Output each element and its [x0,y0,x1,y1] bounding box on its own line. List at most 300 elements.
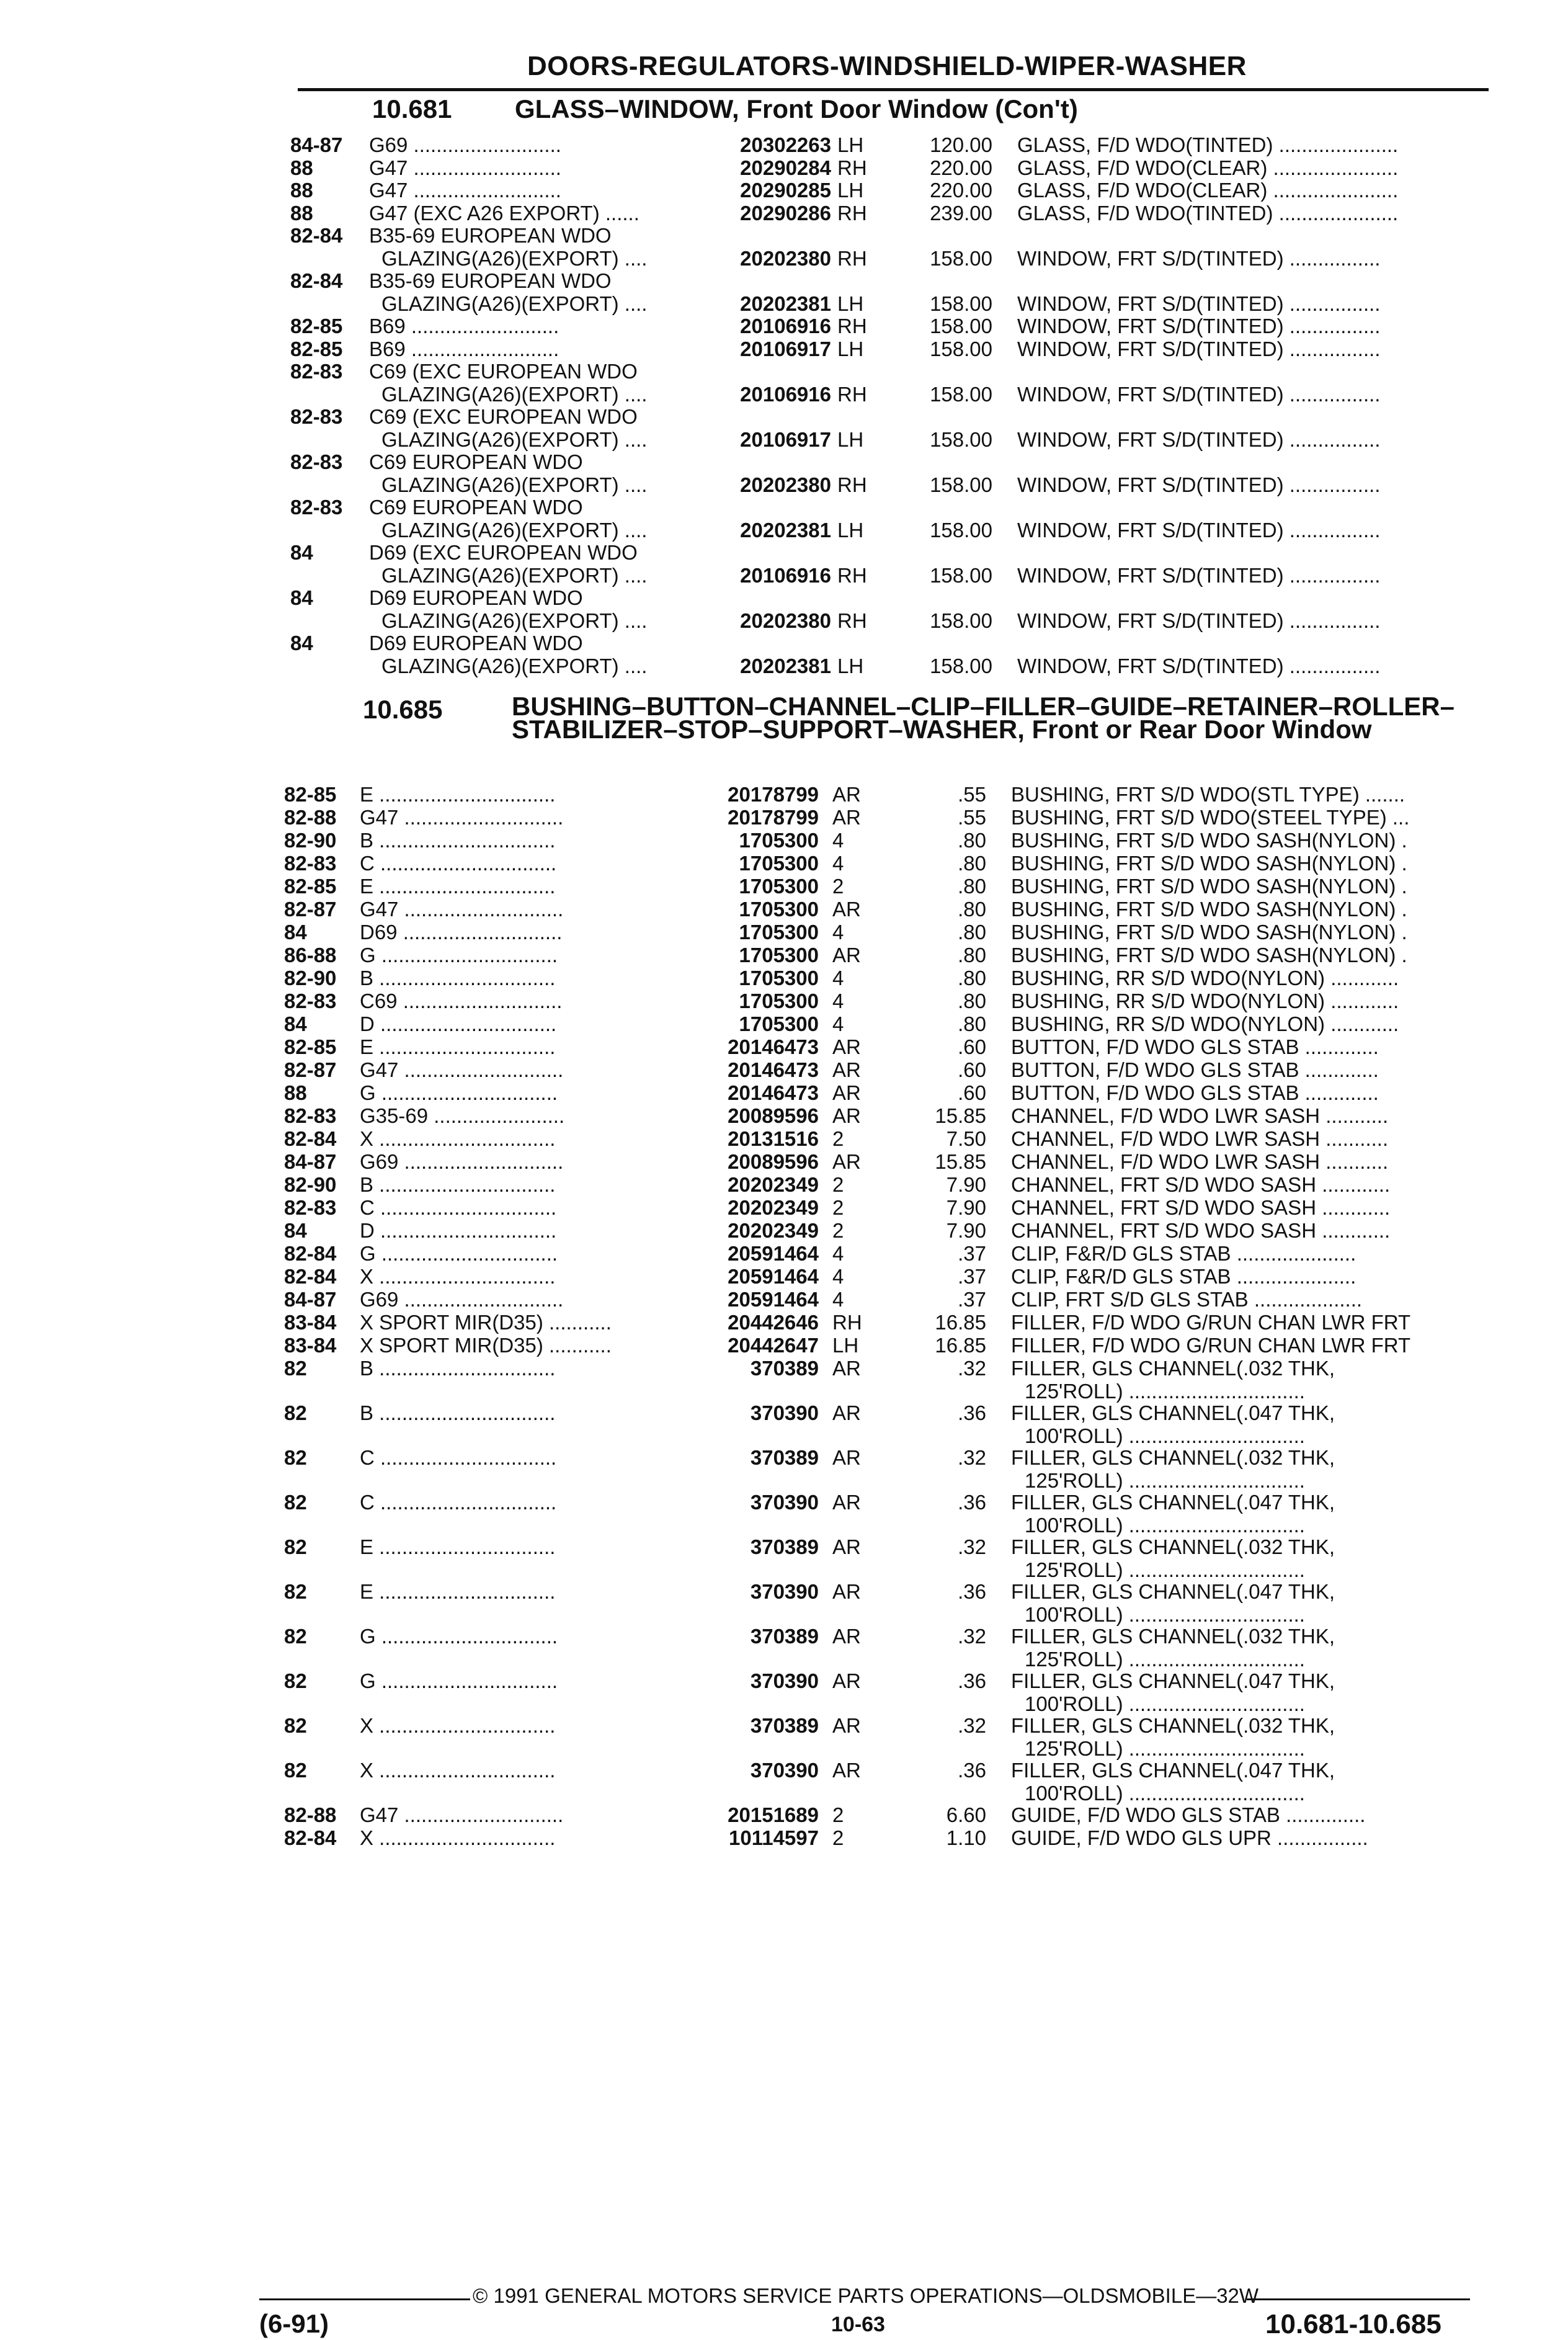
footer-date: (6-91) [259,2309,329,2338]
price: 158.00 [930,382,992,406]
description: CHANNEL, F/D WDO LWR SASH ........... [1011,1128,1389,1150]
part-number: 20106916 [740,382,831,406]
table-row [0,451,1568,473]
price: .32 [958,1714,986,1737]
body-style: GLAZING(A26)(EXPORT) .... [381,473,648,496]
table-row [0,565,1568,587]
section-10681-heading [372,94,1078,124]
body-style: B69 .......................... [369,337,559,360]
part-number: 370390 [750,1580,819,1603]
model-years: 82-84 [284,1265,337,1288]
part-number: 370389 [750,1714,819,1737]
description-continuation: 125'ROLL) ............................... [1025,1648,1305,1671]
body-style: B ............................... [360,1174,556,1196]
description: FILLER, GLS CHANNEL(.032 THK, [1011,1357,1335,1380]
section-number: 10.681 [372,94,452,123]
price: 6.60 [946,1803,986,1826]
price: 158.00 [930,473,992,496]
description: FILLER, GLS CHANNEL(.032 THK, [1011,1625,1335,1648]
quantity: 4 [832,967,844,989]
quantity: 2 [832,1826,844,1849]
quantity: AR [832,1035,861,1058]
part-number: 370389 [750,1535,819,1558]
header-title: DOORS-REGULATORS-WINDSHIELD-WIPER-WASHER [527,51,1247,81]
quantity: 2 [832,1196,844,1219]
model-years: 82-84 [284,1127,337,1150]
body-style: G47 .......................... [369,156,561,179]
quantity: LH [837,292,864,315]
table-row [0,1334,1568,1357]
body-style: X ............................... [360,1266,556,1288]
description: CHANNEL, FRT S/D WDO SASH ............ [1011,1220,1391,1242]
description-continuation: 100'ROLL) ............................... [1025,1782,1305,1805]
price: .36 [958,1580,986,1603]
section-title: BUSHING–BUTTON–CHANNEL–CLIP–FILLER–GUIDE–RETAINER–ROLLER–STABILIZER–STOP–SUPPORT–WASHER, Front or Rear Door Window [512,692,1454,744]
body-style: G ............................... [360,1670,558,1692]
model-years: 82 [284,1625,307,1648]
body-style: G69 .......................... [369,134,561,156]
price: .80 [958,967,986,989]
model-years: 84 [284,1012,307,1035]
description: CLIP, FRT S/D GLS STAB ................... [1011,1288,1363,1311]
model-years: 82 [284,1669,307,1692]
body-style: G47 .......................... [369,179,561,202]
description: BUSHING, FRT S/D WDO(STL TYPE) ....... [1011,784,1405,806]
quantity: LH [837,654,864,677]
price: 158.00 [930,427,992,451]
description: BUSHING, FRT S/D WDO SASH(NYLON) . [1011,898,1407,921]
table-row [0,1447,1568,1469]
price: .36 [958,1669,986,1692]
section-title: GLASS–WINDOW, Front Door Window (Con't) [515,94,1078,123]
description: BUTTON, F/D WDO GLS STAB ............. [1011,1036,1379,1058]
price: 158.00 [930,654,992,677]
table-row [0,875,1568,898]
part-number: 20302263 [740,133,831,156]
price: .60 [958,1035,986,1058]
price: 220.00 [930,179,992,202]
description: BUSHING, RR S/D WDO(NYLON) ............ [1011,990,1399,1012]
table-row [0,429,1568,451]
model-years: 82-85 [290,315,343,337]
model-years: 82 [284,1580,307,1603]
page-header [298,37,1489,91]
body-style: G69 ............................ [360,1151,564,1173]
quantity: LH [837,518,864,542]
table-row [0,474,1568,496]
model-years: 82-83 [290,450,343,473]
table-row [0,225,1568,247]
table-row [0,542,1568,564]
table-row [0,1357,1568,1380]
table-row [0,1536,1568,1558]
body-style: B ............................... [360,1402,556,1424]
table-row [0,1288,1568,1311]
table-row [0,784,1568,806]
quantity: AR [832,1401,861,1424]
quantity: 4 [832,852,844,875]
description: FILLER, GLS CHANNEL(.047 THK, [1011,1491,1335,1514]
price: .32 [958,1357,986,1380]
quantity: AR [832,1669,861,1692]
description: CHANNEL, F/D WDO LWR SASH ........... [1011,1105,1389,1127]
description-continuation: 125'ROLL) ............................... [1025,1470,1305,1492]
part-number: 1705300 [739,898,819,921]
part-number: 20591464 [728,1265,819,1288]
body-style: C ............................... [360,1491,557,1514]
description: CHANNEL, F/D WDO LWR SASH ........... [1011,1151,1389,1173]
part-number: 20202381 [740,654,831,677]
part-number: 20591464 [728,1288,819,1311]
table-row [0,179,1568,202]
body-style: X ............................... [360,1827,556,1849]
part-number: 20202349 [728,1173,819,1196]
part-number: 20202349 [728,1196,819,1219]
model-years: 82-83 [284,1196,337,1219]
footer-rule-right [1247,2298,1470,2300]
price: 16.85 [935,1334,986,1357]
description: FILLER, F/D WDO G/RUN CHAN LWR FRT [1011,1334,1411,1357]
part-number: 20131516 [728,1127,819,1150]
table-row [0,383,1568,406]
body-style: C ............................... [360,852,557,875]
part-number: 20290286 [740,201,831,225]
quantity: AR [832,1150,861,1173]
model-years: 84 [284,1219,307,1242]
price: .36 [958,1401,986,1424]
model-years: 82-83 [290,405,343,428]
description: BUSHING, RR S/D WDO(NYLON) ............ [1011,1013,1399,1035]
quantity: RH [837,473,867,496]
body-style: E ............................... [360,784,556,806]
part-number: 20290284 [740,156,831,179]
body-style: G ............................... [360,1082,558,1104]
table-row [0,1105,1568,1127]
model-years: 82-83 [284,852,337,875]
model-years: 84-87 [284,1288,337,1311]
body-style: GLAZING(A26)(EXPORT) .... [381,428,648,451]
quantity: RH [837,609,867,632]
body-style: X ............................... [360,1715,556,1737]
model-years: 82-90 [284,829,337,852]
body-style: C ............................... [360,1447,557,1469]
body-style-header: C69 EUROPEAN WDO [369,451,583,473]
description: GLASS, F/D WDO(CLEAR) ...................... [1017,156,1399,179]
body-style-header: C69 EUROPEAN WDO [369,496,583,519]
table-row [0,1804,1568,1826]
part-number: 1705300 [739,989,819,1012]
quantity: LH [832,1334,859,1357]
table-row [0,1670,1568,1692]
model-years: 82-84 [290,269,343,292]
description: WINDOW, FRT S/D(TINTED) ................ [1017,519,1381,542]
part-number: 20202380 [740,473,831,496]
quantity: RH [837,315,867,337]
table-row [0,1759,1568,1782]
part-number: 370389 [750,1446,819,1469]
body-style: X ............................... [360,1759,556,1782]
quantity: AR [832,1714,861,1737]
table-row [0,1013,1568,1035]
price: 7.90 [946,1173,986,1196]
model-years: 88 [290,179,313,202]
part-number: 10114597 [728,1826,819,1849]
body-style: GLAZING(A26)(EXPORT) .... [381,383,648,406]
quantity: AR [832,1580,861,1603]
price: 220.00 [930,156,992,179]
part-number: 370390 [750,1669,819,1692]
table-row [0,1827,1568,1849]
quantity: RH [837,246,867,270]
quantity: 4 [832,1012,844,1035]
quantity: LH [837,427,864,451]
price: .80 [958,875,986,898]
description: CLIP, F&R/D GLS STAB ..................... [1011,1243,1356,1265]
description: GLASS, F/D WDO(TINTED) ..................... [1017,202,1399,225]
quantity: RH [837,201,867,225]
quantity: 2 [832,1173,844,1196]
quantity: AR [832,1081,861,1104]
description-continuation: 100'ROLL) ............................... [1025,1425,1305,1447]
body-style: B ............................... [360,967,556,989]
model-years: 84-87 [290,133,343,156]
part-number: 20106917 [740,337,831,360]
part-number: 20202349 [728,1219,819,1242]
quantity: AR [832,898,861,921]
description: WINDOW, FRT S/D(TINTED) ................ [1017,383,1381,406]
description: BUSHING, RR S/D WDO(NYLON) ............ [1011,967,1399,989]
body-style: E ............................... [360,1036,556,1058]
quantity: RH [837,563,867,587]
price: 158.00 [930,315,992,337]
price: 239.00 [930,201,992,225]
table-row [0,898,1568,921]
model-years: 82-83 [284,1104,337,1127]
price: 158.00 [930,292,992,315]
part-number: 20146473 [728,1058,819,1081]
table-row [0,519,1568,542]
table-row [0,610,1568,632]
quantity: 2 [832,1803,844,1826]
price: .80 [958,944,986,967]
table-row [0,587,1568,609]
price: .37 [958,1242,986,1265]
part-number: 20202380 [740,609,831,632]
price: .32 [958,1625,986,1648]
model-years: 86-88 [284,944,337,967]
part-number: 370389 [750,1357,819,1380]
description: BUSHING, FRT S/D WDO SASH(NYLON) . [1011,921,1407,944]
price: 120.00 [930,133,992,156]
quantity: AR [832,1759,861,1782]
model-years: 84 [290,632,313,654]
price: 158.00 [930,246,992,270]
table-row [0,852,1568,875]
part-number: 1705300 [739,1012,819,1035]
table-row [0,338,1568,360]
quantity: RH [837,156,867,179]
table-row [0,829,1568,852]
body-style-header: C69 (EXC EUROPEAN WDO [369,406,638,428]
table-row [0,1036,1568,1058]
description: FILLER, GLS CHANNEL(.047 THK, [1011,1402,1335,1424]
body-style: E ............................... [360,875,556,898]
quantity: AR [832,806,861,829]
model-years: 82-84 [284,1242,337,1265]
price: .80 [958,852,986,875]
price: .80 [958,829,986,852]
description: FILLER, GLS CHANNEL(.032 THK, [1011,1447,1335,1469]
quantity: AR [832,1491,861,1514]
body-style: GLAZING(A26)(EXPORT) .... [381,654,648,677]
quantity: AR [832,1625,861,1648]
part-number: 20089596 [728,1150,819,1173]
body-style: GLAZING(A26)(EXPORT) .... [381,564,648,587]
part-number: 20442647 [728,1334,819,1357]
quantity: AR [832,944,861,967]
description: FILLER, GLS CHANNEL(.047 THK, [1011,1670,1335,1692]
table-row [0,1220,1568,1242]
price: .37 [958,1288,986,1311]
description-continuation: 125'ROLL) ............................... [1025,1559,1305,1581]
model-years: 82 [284,1535,307,1558]
part-number: 20290285 [740,179,831,202]
table-row [0,1059,1568,1081]
model-years: 82 [284,1759,307,1782]
table-row [0,1197,1568,1219]
description: FILLER, F/D WDO G/RUN CHAN LWR FRT [1011,1311,1411,1334]
body-style: G47 ............................ [360,806,564,829]
part-number: 1705300 [739,875,819,898]
table-row [0,406,1568,428]
price: 16.85 [935,1311,986,1334]
description: WINDOW, FRT S/D(TINTED) ................ [1017,292,1381,315]
model-years: 82 [284,1401,307,1424]
body-style: D ............................... [360,1220,557,1242]
price: 158.00 [930,518,992,542]
price: 158.00 [930,563,992,587]
part-number: 20146473 [728,1035,819,1058]
description: WINDOW, FRT S/D(TINTED) ................ [1017,428,1381,451]
model-years: 82 [284,1446,307,1469]
price: .60 [958,1058,986,1081]
description-continuation: 125'ROLL) ............................... [1025,1380,1305,1403]
footer-page-number: 10-63 [831,2313,885,2336]
body-style: G47 (EXC A26 EXPORT) ...... [369,202,639,225]
table-row [0,990,1568,1012]
part-number: 1705300 [739,967,819,989]
price: .80 [958,1012,986,1035]
price: .32 [958,1535,986,1558]
quantity: 4 [832,1265,844,1288]
body-style: X SPORT MIR(D35) ........... [360,1311,612,1334]
description: FILLER, GLS CHANNEL(.047 THK, [1011,1581,1335,1603]
quantity: AR [832,1535,861,1558]
part-number: 20202380 [740,246,831,270]
price: .37 [958,1265,986,1288]
body-style: B ............................... [360,829,556,852]
part-number: 370389 [750,1625,819,1648]
quantity: 2 [832,1127,844,1150]
description: WINDOW, FRT S/D(TINTED) ................ [1017,247,1381,270]
model-years: 82-90 [284,1173,337,1196]
quantity: LH [837,337,864,360]
table-row [0,944,1568,967]
body-style: D ............................... [360,1013,557,1035]
part-number: 370390 [750,1401,819,1424]
description: WINDOW, FRT S/D(TINTED) ................ [1017,337,1381,360]
table-row [0,655,1568,677]
body-style: GLAZING(A26)(EXPORT) .... [381,292,648,315]
price: 7.50 [946,1127,986,1150]
table-row [0,360,1568,383]
quantity: RH [832,1311,862,1334]
description: WINDOW, FRT S/D(TINTED) ................ [1017,654,1381,677]
model-years: 82-90 [284,967,337,989]
table-row [0,1174,1568,1196]
body-style-header: D69 (EXC EUROPEAN WDO [369,542,638,564]
body-style-header: C69 (EXC EUROPEAN WDO [369,360,638,383]
table-row [0,202,1568,225]
model-years: 88 [290,201,313,225]
part-number: 20442646 [728,1311,819,1334]
price: 15.85 [935,1104,986,1127]
model-years: 83-84 [284,1311,337,1334]
body-style: E ............................... [360,1581,556,1603]
quantity: 4 [832,1288,844,1311]
table-row [0,1581,1568,1603]
table-row [0,496,1568,519]
description: BUSHING, FRT S/D WDO(STEEL TYPE) ... [1011,806,1410,829]
description: GUIDE, F/D WDO GLS UPR ................ [1011,1827,1368,1849]
description-continuation: 100'ROLL) ............................... [1025,1604,1305,1626]
price: .32 [958,1446,986,1469]
model-years: 83-84 [284,1334,337,1357]
body-style: G ............................... [360,944,558,967]
part-number: 20202381 [740,518,831,542]
table-row [0,293,1568,315]
body-style: G ............................... [360,1625,558,1648]
footer-copyright: © 1991 GENERAL MOTORS SERVICE PARTS OPERATIONS—OLDSMOBILE—32W [473,2284,1259,2307]
body-style: G47 ............................ [360,1059,564,1081]
description: BUSHING, FRT S/D WDO SASH(NYLON) . [1011,875,1407,898]
description: FILLER, GLS CHANNEL(.032 THK, [1011,1536,1335,1558]
price: 158.00 [930,609,992,632]
body-style: G47 ............................ [360,898,564,921]
description-continuation: 125'ROLL) ............................... [1025,1738,1305,1760]
body-style: X ............................... [360,1128,556,1150]
footer-section-range: 10.681-10.685 [1265,2309,1441,2339]
quantity: LH [837,133,864,156]
body-style: GLAZING(A26)(EXPORT) .... [381,609,648,632]
body-style-header: B35-69 EUROPEAN WDO [369,270,612,292]
table-row [0,921,1568,944]
part-number: 1705300 [739,944,819,967]
quantity: 4 [832,829,844,852]
part-number: 20178799 [728,806,819,829]
model-years: 82-85 [290,337,343,360]
body-style: G35-69 ....................... [360,1105,565,1127]
description: GLASS, F/D WDO(TINTED) ..................... [1017,134,1399,156]
model-years: 88 [284,1081,307,1104]
model-years: 82-88 [284,806,337,829]
body-style: D69 ............................ [360,921,563,944]
model-years: 84-87 [284,1150,337,1173]
part-number: 20106916 [740,563,831,587]
description: CHANNEL, FRT S/D WDO SASH ............ [1011,1174,1391,1196]
part-number: 1705300 [739,921,819,944]
part-number: 20202381 [740,292,831,315]
